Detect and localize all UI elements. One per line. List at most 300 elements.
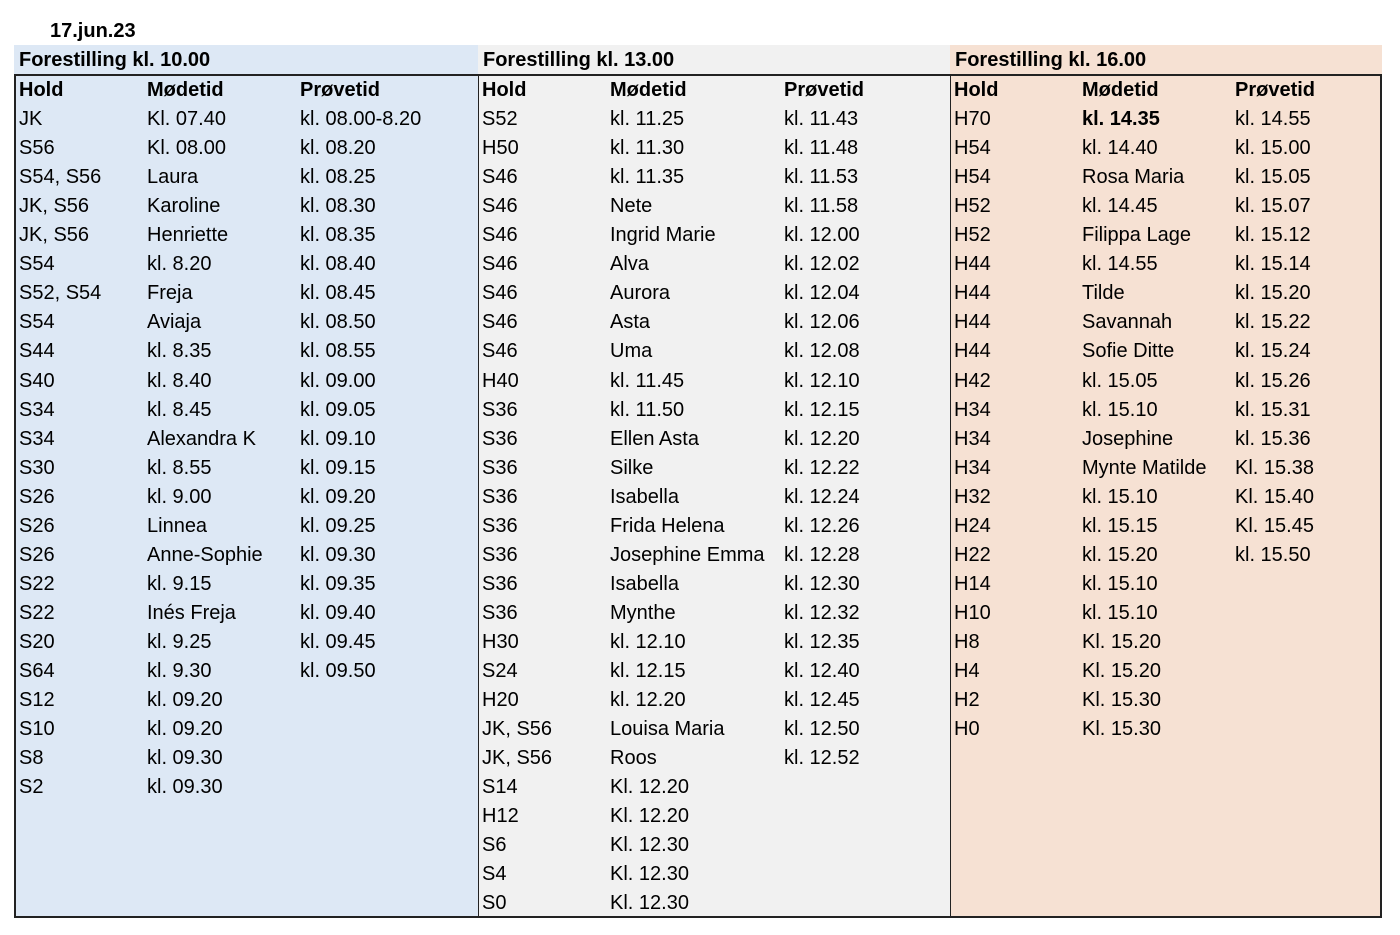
hold-cell: S2 [19, 776, 44, 799]
table-row [16, 570, 478, 599]
hold-cell: S26 [19, 543, 55, 566]
modetid-cell: kl. 11.25 [610, 108, 685, 131]
table-row [951, 367, 1380, 396]
modetid-cell: kl. 09.20 [147, 689, 223, 712]
provetid-cell: kl. 11.58 [784, 195, 859, 218]
modetid-cell: Kl. 12.30 [610, 892, 689, 915]
table-row [16, 599, 478, 628]
table-row [16, 657, 478, 686]
schedule-date: 17.jun.23 [50, 20, 136, 42]
provetid-cell: kl. 09.15 [300, 456, 376, 479]
modetid-cell: kl. 11.35 [610, 166, 685, 189]
hold-cell: S54, S56 [19, 166, 102, 189]
modetid-cell: Karoline [147, 195, 221, 218]
hold-cell: H44 [954, 282, 991, 305]
table-row [16, 715, 478, 744]
table-row [479, 483, 950, 512]
table-row [479, 425, 950, 454]
hold-cell: S36 [482, 456, 518, 479]
hold-cell: S34 [19, 398, 55, 421]
provetid-cell: kl. 09.20 [300, 485, 376, 508]
table-row [479, 628, 950, 657]
hold-cell: H32 [954, 485, 991, 508]
modetid-cell: Kl. 08.00 [147, 137, 226, 160]
provetid-cell: kl. 15.22 [1235, 311, 1311, 334]
modetid-cell: kl. 8.45 [147, 398, 212, 421]
modetid-cell: kl. 15.10 [1082, 485, 1158, 508]
table-row [16, 192, 478, 221]
provetid-cell: kl. 15.26 [1235, 369, 1311, 392]
hold-cell: S46 [482, 311, 518, 334]
modetid-cell: Freja [147, 282, 193, 305]
table-row [479, 367, 950, 396]
hold-cell: JK, S56 [482, 747, 553, 770]
hold-cell: H44 [954, 311, 991, 334]
section-1000 [14, 45, 479, 918]
table-row [479, 337, 950, 366]
modetid-cell: kl. 9.00 [147, 485, 212, 508]
table-row [479, 570, 950, 599]
hold-cell: S44 [19, 340, 55, 363]
hold-cell: S22 [19, 572, 55, 595]
modetid-cell: Louisa Maria [610, 718, 725, 741]
header-row [16, 76, 478, 105]
modetid-cell: kl. 8.55 [147, 456, 212, 479]
provetid-cell: kl. 14.55 [1235, 108, 1311, 131]
hold-cell: S40 [19, 369, 55, 392]
provetid-cell: kl. 11.48 [784, 137, 859, 160]
modetid-cell: kl. 15.15 [1082, 514, 1158, 537]
hold-cell: H0 [954, 718, 980, 741]
provetid-cell: kl. 12.15 [784, 398, 860, 421]
provetid-cell: kl. 09.45 [300, 630, 376, 653]
modetid-cell: kl. 9.15 [147, 572, 212, 595]
modetid-cell: Mynte Matilde [1082, 456, 1207, 479]
modetid-cell: Frida Helena [610, 514, 725, 537]
modetid-cell: kl. 8.35 [147, 340, 212, 363]
modetid-cell: kl. 09.30 [147, 776, 223, 799]
provetid-cell: kl. 08.40 [300, 253, 376, 276]
table-row [951, 396, 1380, 425]
provetid-cell: kl. 09.50 [300, 660, 376, 682]
hold-cell: S36 [482, 485, 518, 508]
hold-cell: S8 [19, 747, 44, 770]
provetid-cell: kl. 09.35 [300, 572, 376, 595]
table-row [951, 715, 1380, 744]
hold-cell: H8 [954, 630, 980, 653]
modetid-cell: kl. 14.35 [1082, 108, 1160, 131]
modetid-cell: Henriette [147, 224, 229, 247]
modetid-cell: Kl. 07.40 [147, 108, 226, 131]
provetid-cell: kl. 11.53 [784, 166, 859, 189]
header-hold: Hold [954, 79, 999, 101]
table-row [16, 308, 478, 337]
table-row [479, 221, 950, 250]
modetid-cell: Laura [147, 166, 199, 189]
table-row [951, 454, 1380, 483]
table-row [16, 367, 478, 396]
hold-cell: S36 [482, 601, 518, 624]
table-row [479, 773, 950, 802]
hold-cell: H44 [954, 340, 991, 363]
provetid-cell: kl. 15.20 [1235, 282, 1311, 305]
table-row [951, 657, 1380, 686]
provetid-cell: kl. 12.30 [784, 572, 860, 595]
provetid-cell: Kl. 15.40 [1235, 485, 1314, 508]
modetid-cell: Kl. 12.20 [610, 805, 689, 828]
table-row [16, 686, 478, 715]
modetid-cell: Savannah [1082, 311, 1173, 334]
hold-cell: S24 [482, 660, 518, 682]
modetid-cell: kl. 12.15 [610, 660, 686, 682]
modetid-cell: kl. 15.20 [1082, 543, 1158, 566]
provetid-cell: kl. 15.31 [1235, 398, 1311, 421]
hold-cell: S0 [482, 892, 507, 915]
provetid-cell: kl. 08.00-8.20 [300, 108, 422, 131]
provetid-cell: kl. 09.40 [300, 601, 376, 624]
hold-cell: S22 [19, 601, 55, 624]
section-title: Forestilling kl. 16.00 [955, 49, 1147, 71]
table-row [479, 134, 950, 163]
hold-cell: S30 [19, 456, 55, 479]
provetid-cell: kl. 12.24 [784, 485, 860, 508]
table-row [479, 831, 950, 860]
modetid-cell: Rosa Maria [1082, 166, 1185, 189]
table-row [479, 250, 950, 279]
modetid-cell: Alva [610, 253, 649, 276]
table-row [16, 483, 478, 512]
modetid-cell: kl. 15.10 [1082, 572, 1158, 595]
hold-cell: H20 [482, 689, 519, 712]
hold-cell: JK, S56 [482, 718, 553, 741]
hold-cell: S6 [482, 834, 507, 857]
table-row [479, 279, 950, 308]
hold-cell: S4 [482, 863, 507, 886]
provetid-cell: kl. 15.12 [1235, 224, 1311, 247]
provetid-cell: kl. 12.45 [784, 689, 860, 712]
table-row [951, 308, 1380, 337]
table-row [951, 599, 1380, 628]
provetid-cell: kl. 08.55 [300, 340, 376, 363]
modetid-cell: Nete [610, 195, 653, 218]
provetid-cell: kl. 15.36 [1235, 427, 1311, 450]
schedule-table [14, 74, 479, 918]
hold-cell: JK, S56 [19, 195, 90, 218]
provetid-cell: kl. 12.00 [784, 224, 860, 247]
provetid-cell: kl. 08.20 [300, 137, 376, 160]
table-row [479, 396, 950, 425]
table-row [479, 686, 950, 715]
table-row [479, 308, 950, 337]
table-row [16, 279, 478, 308]
modetid-cell: kl. 8.40 [147, 369, 212, 392]
hold-cell: H54 [954, 137, 991, 160]
provetid-cell: kl. 09.25 [300, 514, 376, 537]
table-row [16, 512, 478, 541]
provetid-cell: Kl. 15.38 [1235, 456, 1314, 479]
hold-cell: H70 [954, 108, 991, 131]
hold-cell: H22 [954, 543, 991, 566]
table-row [16, 454, 478, 483]
table-row [951, 221, 1380, 250]
provetid-cell: kl. 12.35 [784, 630, 860, 653]
hold-cell: S26 [19, 514, 55, 537]
hold-cell: S52, S54 [19, 282, 102, 305]
provetid-cell: kl. 11.43 [784, 108, 859, 131]
hold-cell: JK [19, 108, 43, 131]
hold-cell: H42 [954, 369, 991, 392]
header-provetid: Prøvetid [784, 79, 865, 101]
table-row [951, 628, 1380, 657]
modetid-cell: kl. 09.20 [147, 718, 223, 741]
hold-cell: S36 [482, 543, 518, 566]
modetid-cell: kl. 15.10 [1082, 601, 1158, 624]
hold-cell: H24 [954, 514, 991, 537]
provetid-cell: kl. 12.04 [784, 282, 860, 305]
table-row [479, 715, 950, 744]
header-row [479, 76, 950, 105]
provetid-cell: kl. 08.45 [300, 282, 376, 305]
modetid-cell: Josephine Emma [610, 543, 765, 566]
provetid-cell: kl. 12.28 [784, 543, 860, 566]
provetid-cell: kl. 12.40 [784, 660, 860, 682]
hold-cell: H10 [954, 601, 991, 624]
provetid-cell: kl. 12.26 [784, 514, 860, 537]
provetid-cell: kl. 09.30 [300, 543, 376, 566]
header-modetid: Mødetid [147, 79, 224, 101]
modetid-cell: Kl. 12.20 [610, 776, 689, 799]
table-row [16, 425, 478, 454]
table-row [479, 541, 950, 570]
table-row [951, 541, 1380, 570]
provetid-cell: kl. 09.10 [300, 427, 376, 450]
modetid-cell: Kl. 15.30 [1082, 689, 1161, 712]
provetid-cell: kl. 08.25 [300, 166, 376, 189]
hold-cell: H40 [482, 369, 519, 392]
provetid-cell: Kl. 15.45 [1235, 514, 1314, 537]
modetid-cell: kl. 14.45 [1082, 195, 1158, 218]
hold-cell: JK, S56 [19, 224, 90, 247]
provetid-cell: kl. 15.50 [1235, 543, 1311, 566]
modetid-cell: kl. 9.25 [147, 630, 212, 653]
section-title: Forestilling kl. 10.00 [19, 49, 211, 71]
table-row [951, 134, 1380, 163]
table-row [16, 744, 478, 773]
table-row [951, 250, 1380, 279]
hold-cell: H34 [954, 427, 991, 450]
table-row [16, 105, 478, 134]
header-row [951, 76, 1380, 105]
hold-cell: H2 [954, 689, 980, 712]
table-row [479, 192, 950, 221]
table-row [16, 163, 478, 192]
hold-cell: H12 [482, 805, 519, 828]
modetid-cell: Sofie Ditte [1082, 340, 1175, 363]
provetid-cell: kl. 15.05 [1235, 166, 1311, 189]
provetid-cell: kl. 12.08 [784, 340, 860, 363]
table-row [479, 454, 950, 483]
provetid-cell: kl. 12.10 [784, 369, 860, 392]
provetid-cell: kl. 12.02 [784, 253, 860, 276]
modetid-cell: Kl. 15.30 [1082, 718, 1161, 741]
hold-cell: H14 [954, 572, 991, 595]
modetid-cell: Aurora [610, 282, 671, 305]
modetid-cell: Aviaja [147, 311, 202, 334]
provetid-cell: kl. 15.07 [1235, 195, 1311, 218]
table-row [951, 570, 1380, 599]
table-row [951, 686, 1380, 715]
table-row [951, 337, 1380, 366]
modetid-cell: kl. 8.20 [147, 253, 212, 276]
header-modetid: Mødetid [610, 79, 687, 101]
modetid-cell: kl. 15.10 [1082, 398, 1158, 421]
header-modetid: Mødetid [1082, 79, 1159, 101]
table-row [951, 425, 1380, 454]
hold-cell: H44 [954, 253, 991, 276]
hold-cell: S46 [482, 253, 518, 276]
provetid-cell: kl. 08.35 [300, 224, 376, 247]
provetid-cell: kl. 08.30 [300, 195, 376, 218]
provetid-cell: kl. 15.14 [1235, 253, 1311, 276]
table-row [951, 483, 1380, 512]
modetid-cell: kl. 9.30 [147, 660, 212, 682]
provetid-cell: kl. 12.32 [784, 601, 860, 624]
table-row [16, 337, 478, 366]
table-row [479, 860, 950, 889]
modetid-cell: Mynthe [610, 601, 676, 624]
table-row [16, 134, 478, 163]
modetid-cell: kl. 12.20 [610, 689, 686, 712]
hold-cell: H50 [482, 137, 519, 160]
provetid-cell: kl. 12.06 [784, 311, 860, 334]
hold-cell: S46 [482, 166, 518, 189]
hold-cell: S34 [19, 427, 55, 450]
hold-cell: S36 [482, 514, 518, 537]
table-row [16, 221, 478, 250]
provetid-cell: kl. 09.05 [300, 398, 376, 421]
modetid-cell: Josephine [1082, 427, 1174, 450]
hold-cell: S36 [482, 427, 518, 450]
table-row [951, 163, 1380, 192]
modetid-cell: Alexandra K [147, 427, 256, 450]
hold-cell: H4 [954, 660, 980, 682]
table-row [479, 744, 950, 773]
table-row [16, 773, 478, 802]
hold-cell: S46 [482, 282, 518, 305]
modetid-cell: kl. 11.30 [610, 137, 685, 160]
provetid-cell: kl. 12.22 [784, 456, 860, 479]
header-provetid: Prøvetid [1235, 79, 1316, 101]
modetid-cell: Anne-Sophie [147, 543, 263, 566]
provetid-cell: kl. 15.24 [1235, 340, 1311, 363]
modetid-cell: kl. 11.50 [610, 398, 685, 421]
modetid-cell: Tilde [1082, 282, 1125, 305]
modetid-cell: Inés Freja [147, 601, 236, 624]
hold-cell: H34 [954, 398, 991, 421]
modetid-cell: Asta [610, 311, 651, 334]
hold-cell: S26 [19, 485, 55, 508]
table-row [951, 512, 1380, 541]
hold-cell: S10 [19, 718, 55, 741]
modetid-cell: Uma [610, 340, 653, 363]
hold-cell: S46 [482, 195, 518, 218]
hold-cell: S56 [19, 137, 55, 160]
modetid-cell: Kl. 15.20 [1082, 630, 1161, 653]
modetid-cell: Ingrid Marie [610, 224, 716, 247]
modetid-cell: Kl. 12.30 [610, 834, 689, 857]
hold-cell: S14 [482, 776, 518, 799]
hold-cell: S54 [19, 311, 55, 334]
section-1600 [950, 45, 1382, 918]
hold-cell: S64 [19, 660, 55, 682]
provetid-cell: kl. 12.20 [784, 427, 860, 450]
hold-cell: H30 [482, 630, 519, 653]
table-row [479, 512, 950, 541]
hold-cell: S36 [482, 572, 518, 595]
provetid-cell: kl. 12.50 [784, 718, 860, 741]
hold-cell: S46 [482, 224, 518, 247]
table-row [479, 599, 950, 628]
table-row [479, 802, 950, 831]
header-hold: Hold [482, 79, 527, 101]
modetid-cell: Isabella [610, 485, 679, 508]
table-row [951, 192, 1380, 221]
table-row [479, 163, 950, 192]
table-row [16, 250, 478, 279]
modetid-cell: kl. 11.45 [610, 369, 685, 392]
modetid-cell: kl. 12.10 [610, 630, 686, 653]
provetid-cell: kl. 12.52 [784, 747, 860, 770]
provetid-cell: kl. 09.00 [300, 369, 376, 392]
modetid-cell: Kl. 15.20 [1082, 660, 1161, 682]
table-row [951, 105, 1380, 134]
table-row [479, 657, 950, 686]
modetid-cell: Kl. 12.30 [610, 863, 689, 886]
table-row [479, 889, 950, 918]
schedule-table [478, 74, 951, 918]
hold-cell: S20 [19, 630, 55, 653]
hold-cell: S12 [19, 689, 55, 712]
hold-cell: S52 [482, 108, 518, 131]
header-provetid: Prøvetid [300, 79, 381, 101]
modetid-cell: Ellen Asta [610, 427, 699, 450]
hold-cell: H52 [954, 195, 991, 218]
header-hold: Hold [19, 79, 64, 101]
table-row [16, 541, 478, 570]
modetid-cell: Silke [610, 456, 654, 479]
hold-cell: H34 [954, 456, 991, 479]
table-row [951, 279, 1380, 308]
hold-cell: S46 [482, 340, 518, 363]
table-row [16, 628, 478, 657]
modetid-cell: kl. 14.40 [1082, 137, 1158, 160]
modetid-cell: Isabella [610, 572, 679, 595]
modetid-cell: Linnea [147, 514, 208, 537]
section-title: Forestilling kl. 13.00 [483, 49, 675, 71]
modetid-cell: kl. 09.30 [147, 747, 223, 770]
hold-cell: H52 [954, 224, 991, 247]
modetid-cell: kl. 15.05 [1082, 369, 1158, 392]
hold-cell: H54 [954, 166, 991, 189]
section-1300 [478, 45, 951, 918]
hold-cell: S54 [19, 253, 55, 276]
table-row [479, 105, 950, 134]
schedule-table [950, 74, 1382, 918]
provetid-cell: kl. 15.00 [1235, 137, 1311, 160]
table-row [16, 396, 478, 425]
hold-cell: S36 [482, 398, 518, 421]
modetid-cell: Filippa Lage [1082, 224, 1191, 247]
